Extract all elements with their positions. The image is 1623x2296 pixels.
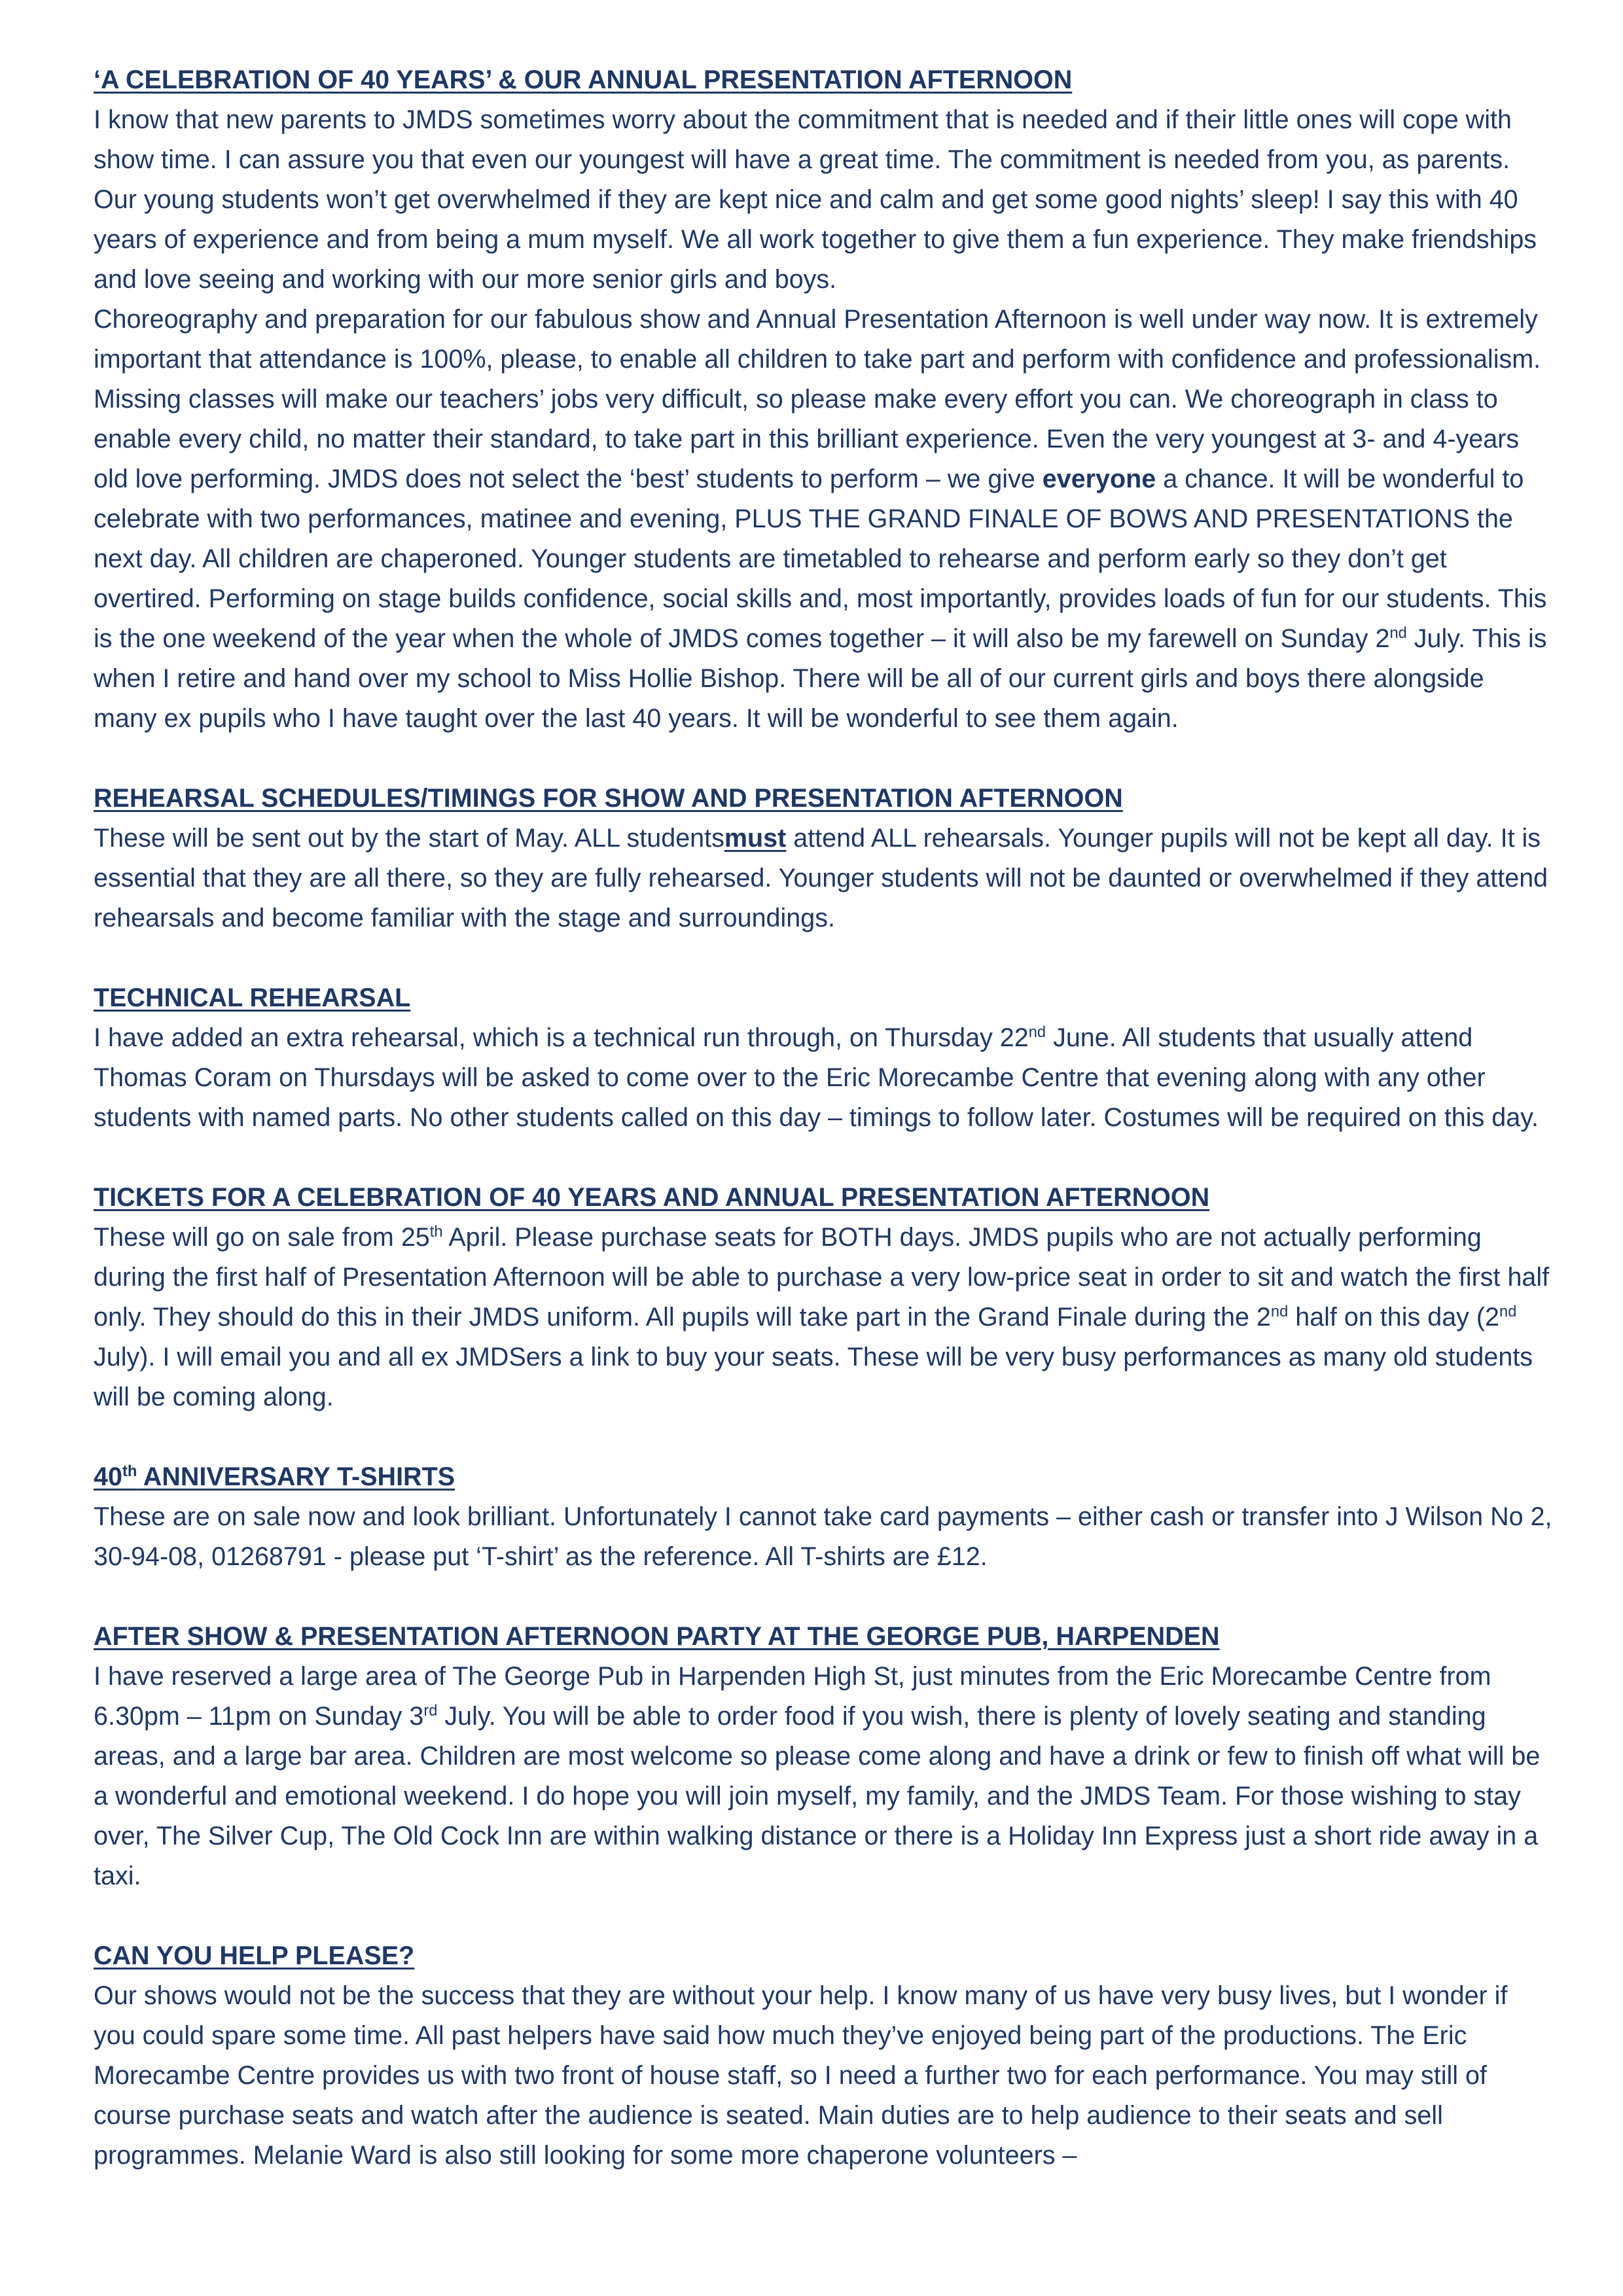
tickets-text-c: half on this day (2 xyxy=(1288,1303,1500,1332)
heading-tshirts xyxy=(94,1457,1553,1497)
help-paragraph: Our shows would not be the success that they are without your help. I know many of us have very busy lives, but I wonder if you could spare some time. All past helpers have said how much they’ve enjoyed being part of the productions. The Eric Morecambe Centre provides us with two front of house staff, so I need a further two for each performance. You may still of course purchase seats and watch after the audience is seated. Main duties are to help audience to their seats and sell programmes. Melanie Ward is also still looking for some more chaperone volunteers – xyxy=(94,1981,1508,2170)
heading-help: CAN YOU HELP PLEASE? xyxy=(94,1941,415,1970)
section-tshirts xyxy=(94,1457,1553,1577)
section-celebration xyxy=(94,60,1553,739)
party-sup: rd xyxy=(423,1702,438,1720)
section-tickets xyxy=(94,1178,1553,1417)
section-help xyxy=(94,1936,1553,2176)
heading-tickets: TICKETS FOR A CELEBRATION OF 40 YEARS AND ANNUAL PRESENTATION AFTERNOON xyxy=(94,1183,1210,1212)
party-paragraph xyxy=(94,1657,1553,1896)
party-text-b: July. You will be able to order food if you wish, there is plenty of lovely seating and standing areas, and a large bar area. Children are most welcome so please come along and have a drink or few to finish off what will be a wonderful and emotional weekend. I do hope you will join myself, my family, and the JMDS Team. For those wishing to stay over, The Silver Cup, The Old Cock Inn are within walking distance or there is a Holiday Inn Express just a short ride away in a taxi. xyxy=(94,1702,1541,1890)
rehearsal-text-b: attend ALL rehearsals. Younger pupils will not be kept all day. It is essential that they are all there, so they are fully rehearsed. Younger students will not be daunted or overwhelmed if they attend rehearsals and become familiar with the stage and surroundings. xyxy=(94,824,1548,932)
tickets-text-b: April. Please purchase seats for BOTH days. JMDS pupils who are not actually performing during the first half of Presentation Afternoon will be able to purchase a very low-price seat in order to sit and watch the first half only. They should do this in their JMDS uniform. All pupils will take part in the Grand Finale during the 2 xyxy=(94,1223,1550,1332)
section-party xyxy=(94,1617,1553,1896)
tshirts-heading-sup: th xyxy=(122,1462,137,1480)
celebration-sup: nd xyxy=(1389,624,1407,642)
celebration-text-c: July. This is when I retire and hand over my school to Miss Hollie Bishop. There will be all of our current girls and boys there alongside many ex pupils who I have taught over the last 40 years. It will be wonderful to see them again. xyxy=(94,624,1547,733)
section-rehearsal-schedules xyxy=(94,779,1553,938)
section-technical-rehearsal xyxy=(94,978,1553,1138)
tshirts-heading-a: 40 xyxy=(94,1462,122,1491)
celebration-text-b: a chance. It will be wonderful to celebrate with two performances, matinee and evening, PLUS THE GRAND FINALE OF BOWS AND PRESENTATIONS the next day. All children are chaperoned. Younger students are timetabled to rehearse and perform early so they don’t get overtired. Performing on stage builds confidence, social skills and, most importantly, provides loads of fun for our students. This is the one weekend of the year when the whole of JMDS comes together – it will also be my farewell on Sunday 2 xyxy=(94,465,1547,653)
tshirts-heading-b: ANNIVERSARY T-SHIRTS xyxy=(137,1462,455,1491)
tickets-paragraph xyxy=(94,1218,1553,1417)
celebration-text-a: Choreography and preparation for our fabulous show and Annual Presentation Afternoon is well under way now. It is extremely important that attendance is 100%, please, to enable all children to take part and perform with confidence and professionalism. Missing classes will make our teachers’ jobs very difficult, so please make every effort you can. We choreograph in class to enable every child, no matter their standard, to take part in this brilliant experience. Even the very youngest at 3- and 4-years old love performing. JMDS does not select the ‘best’ students to perform – we give xyxy=(94,305,1541,493)
tickets-sup-3: nd xyxy=(1499,1303,1517,1320)
celebration-paragraph-2 xyxy=(94,300,1553,739)
heading-technical-rehearsal: TECHNICAL REHEARSAL xyxy=(94,983,411,1012)
tickets-sup-1: th xyxy=(429,1223,443,1241)
rehearsal-text-a: These will be sent out by the start of May. ALL students xyxy=(94,824,724,853)
heading-rehearsal-schedules: REHEARSAL SCHEDULES/TIMINGS FOR SHOW AND PRESENTATION AFTERNOON xyxy=(94,784,1123,813)
heading-celebration: ‘A CELEBRATION OF 40 YEARS’ & OUR ANNUAL PRESENTATION AFTERNOON xyxy=(94,65,1073,94)
technical-text-a: I have added an extra rehearsal, which is a technical run through, on Thursday 22 xyxy=(94,1023,1029,1052)
tshirts-paragraph: These are on sale now and look brilliant. Unfortunately I cannot take card payments – either cash or transfer into J Wilson No 2, 30-94-08, 01268791 - please put ‘T-shirt’ as the reference. All T-shirts are £12. xyxy=(94,1502,1552,1571)
celebration-paragraph-1: I know that new parents to JMDS sometimes worry about the commitment that is needed and if their little ones will cope with show time. I can assure you that even our youngest will have a great time. The commitment is needed from you, as parents. Our young students won’t get overwhelmed if they are kept nice and calm and get some good nights’ sleep! I say this with 40 years of experience and from being a mum myself. We all work together to give them a fun experience. They make friendships and love seeing and working with our more senior girls and boys. xyxy=(94,105,1537,294)
celebration-emphasis-everyone: everyone xyxy=(1042,465,1156,493)
technical-sup: nd xyxy=(1028,1023,1046,1041)
tickets-text-a: These will go on sale from 25 xyxy=(94,1223,430,1252)
technical-rehearsal-paragraph xyxy=(94,1018,1553,1138)
heading-party: AFTER SHOW & PRESENTATION AFTERNOON PARTY AT THE GEORGE PUB, HARPENDEN xyxy=(94,1622,1220,1651)
party-text-a: I have reserved a large area of The George Pub in Harpenden High St, just minutes from the Eric Morecambe Centre from 6.30pm – 11pm on Sunday 3 xyxy=(94,1662,1491,1731)
newsletter-page xyxy=(94,60,1553,2216)
tickets-sup-2: nd xyxy=(1270,1303,1289,1320)
technical-text-b: June. All students that usually attend Thomas Coram on Thursdays will be asked to come over to the Eric Morecambe Centre that evening along with any other students with named parts. No other students called on this day – timings to follow later. Costumes will be required on this day. xyxy=(94,1023,1539,1132)
rehearsal-schedules-paragraph xyxy=(94,819,1553,938)
rehearsal-emphasis-must: must xyxy=(724,824,787,853)
tickets-text-d: July). I will email you and all ex JMDSers a link to buy your seats. These will be very busy performances as many old students will be coming along. xyxy=(94,1343,1533,1411)
